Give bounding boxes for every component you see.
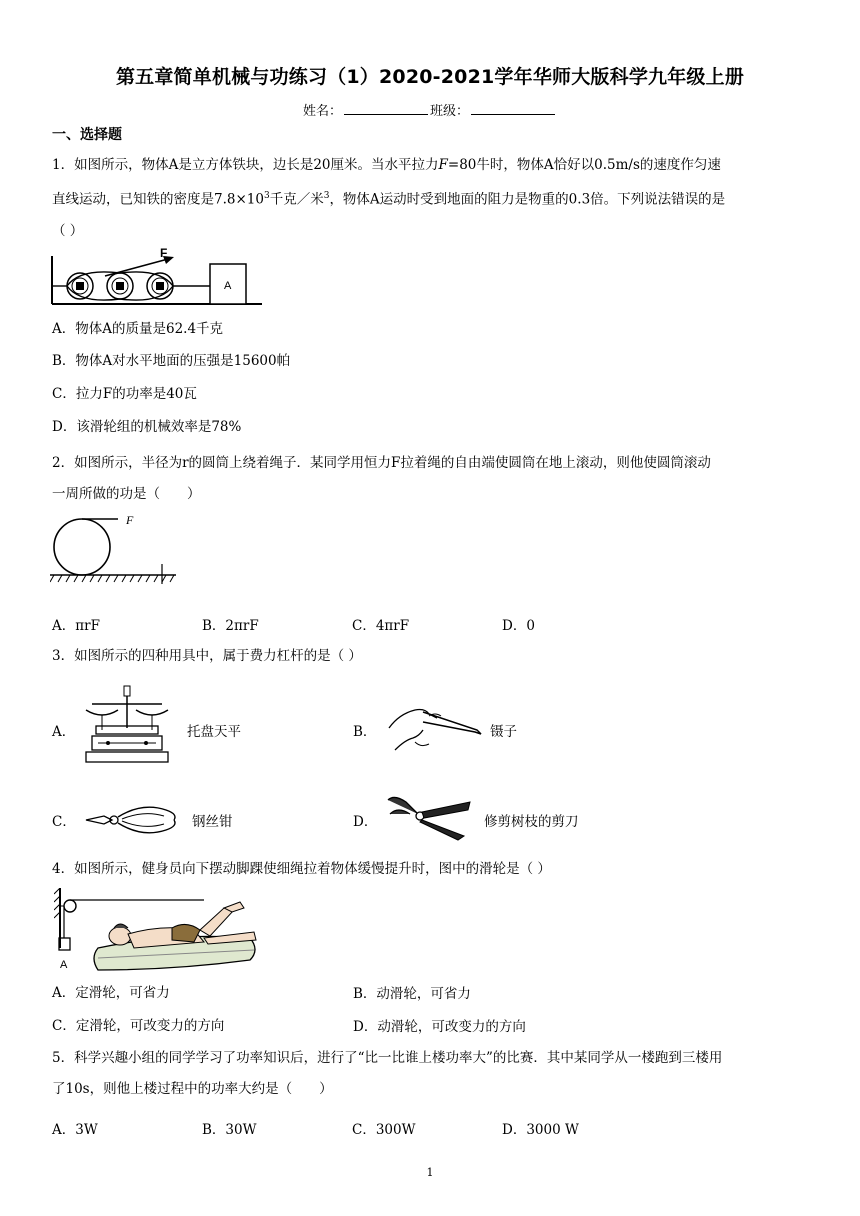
- q1-stem-part: =80牛时，物体A恰好以0.5m/s的速度作匀速: [447, 157, 721, 173]
- q1-option-d[interactable]: D．该滑轮组的机械效率是78%: [52, 419, 242, 435]
- q4-option-c[interactable]: C．定滑轮，可改变力的方向: [52, 1018, 225, 1034]
- q5-option-a[interactable]: A．3W: [52, 1122, 98, 1138]
- q1-stem-superscript: 3: [323, 191, 330, 201]
- q3-option-d-letter[interactable]: D．: [353, 814, 378, 830]
- question-3-stem: 3．如图所示的四种用具中，属于费力杠杆的是（ ）: [52, 648, 362, 664]
- q3-option-b-caption: 镊子: [490, 724, 517, 740]
- q1-stem-superscript: 3: [263, 191, 270, 201]
- q3-balance-scale-figure: [82, 684, 172, 766]
- q1-stem-force-symbol: F: [438, 157, 448, 173]
- q3-tweezers-figure: [385, 700, 485, 756]
- q2-option-c[interactable]: C．4πrF: [352, 618, 410, 634]
- class-label: 班级：: [430, 104, 470, 119]
- section-heading: 一、选择题: [52, 127, 122, 143]
- q1-stem-part: 直线运动，已知铁的密度是7.8×10: [52, 191, 264, 208]
- q4-option-b[interactable]: B．动滑轮，可省力: [353, 986, 471, 1002]
- q2-option-b[interactable]: B．2πrF: [202, 618, 259, 634]
- q3-option-a-caption: 托盘天平: [187, 724, 241, 740]
- q1-option-b[interactable]: B．物体A对水平地面的压强是15600帕: [52, 353, 291, 369]
- q5-stem-part: 5．科学兴趣小组的同学学习了功率知识后，进行了“比一比谁上楼功率大”的比赛．其中某同学从一楼跑到三楼用: [52, 1050, 723, 1066]
- q4-exercise-pulley-figure: [54, 888, 264, 976]
- question-4-stem: 4．如图所示，健身员向下摆动脚踝使细绳拉着物体缓慢提升时，图中的滑轮是（ ）: [52, 861, 551, 877]
- q1-stem-part: ，物体A运动时受到地面的阻力是物重的0.3倍。下列说法错误的是: [329, 191, 726, 208]
- q2-figure-label-F: F: [126, 513, 134, 527]
- q3-option-b-letter[interactable]: B．: [353, 724, 377, 740]
- name-label: 姓名：: [302, 104, 342, 119]
- q1-option-a[interactable]: A．物体A的质量是62.4千克: [52, 321, 224, 337]
- q2-cylinder-figure: [50, 512, 180, 584]
- q1-figure-label-A: A: [224, 280, 232, 292]
- q1-stem-part: （ ）: [52, 222, 84, 239]
- page-number: 1: [426, 1166, 434, 1179]
- q4-figure-label-A: A: [60, 959, 68, 971]
- q3-option-c-caption: 钢丝钳: [192, 814, 233, 830]
- q1-option-c[interactable]: C．拉力F的功率是40瓦: [52, 386, 197, 402]
- question-2-stem: [52, 448, 812, 510]
- q1-figure-label-F: F: [160, 246, 168, 260]
- q2-option-d[interactable]: D．0: [502, 618, 535, 634]
- q2-stem-part: 2．如图所示，半径为r的圆筒上绕着绳子．某同学用恒力F拉着绳的自由端使圆筒在地上滚动，则他使圆筒滚动: [52, 455, 711, 471]
- q5-option-b[interactable]: B．30W: [202, 1122, 257, 1138]
- q3-option-c-letter[interactable]: C．: [52, 814, 76, 830]
- question-5-stem: [52, 1043, 812, 1105]
- page-title: 第五章简单机械与功练习（1）2020-2021学年华师大版科学九年级上册: [115, 66, 745, 88]
- q2-option-a[interactable]: A．πrF: [52, 618, 100, 634]
- class-blank: [471, 102, 555, 115]
- q1-pulley-figure: [50, 246, 265, 308]
- question-1-stem: [52, 150, 812, 247]
- q3-pruning-shears-figure: [384, 792, 474, 844]
- q3-option-d-caption: 修剪树枝的剪刀: [484, 814, 579, 830]
- q3-option-a-letter[interactable]: A．: [52, 724, 76, 740]
- name-class-line: [0, 100, 860, 119]
- q5-option-c[interactable]: C．300W: [352, 1122, 416, 1138]
- q5-stem-part: 了10s，则他上楼过程中的功率大约是（ ）: [52, 1081, 333, 1097]
- q1-stem-part: 千克／米: [269, 191, 324, 208]
- q2-stem-part: 一周所做的功是（ ）: [52, 486, 201, 502]
- q1-stem-part: 1．如图所示，物体A是立方体铁块，边长是20厘米。当水平拉力: [52, 157, 439, 173]
- name-blank: [344, 102, 428, 115]
- q5-option-d[interactable]: D．3000 W: [502, 1122, 579, 1138]
- q4-option-a[interactable]: A．定滑轮，可省力: [52, 985, 170, 1001]
- q4-option-d[interactable]: D．动滑轮，可改变力的方向: [353, 1019, 526, 1035]
- q3-pliers-figure: [82, 800, 182, 840]
